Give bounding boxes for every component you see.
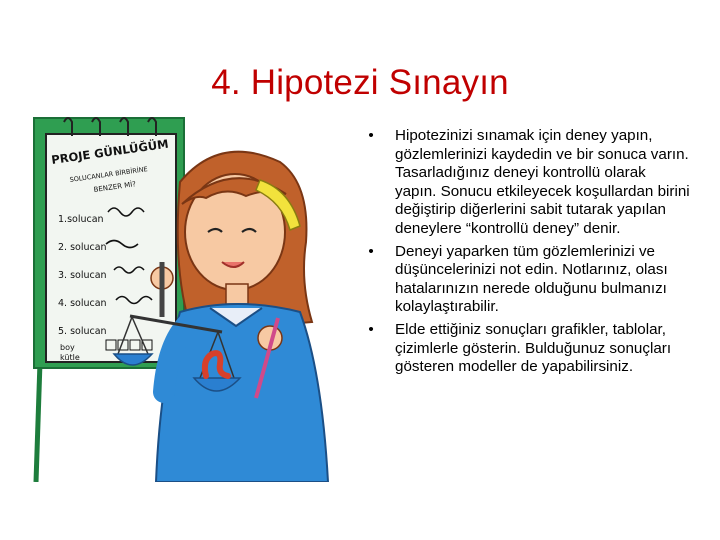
slide-title: 4. Hipotezi Sınayın bbox=[211, 63, 509, 103]
board-question-line1: SOLUCANLAR BİRBİRİNE bbox=[69, 165, 149, 184]
bullet-dot: • bbox=[368, 127, 374, 144]
board-question-line2: BENZER Mİ? bbox=[93, 180, 137, 194]
board-list-item: 3. solucan bbox=[58, 270, 107, 281]
board-list-item: 4. solucan bbox=[58, 298, 107, 309]
bullet-text: Elde ettiğiniz sonuçları grafikler, tablolar, çizimlerle gösterin. Bulduğunuz sonuçları gösteren modeller de yapabilirsiniz. bbox=[395, 320, 672, 376]
bullet-item bbox=[364, 321, 690, 377]
neck bbox=[226, 284, 248, 304]
student-illustration bbox=[30, 112, 336, 482]
bullet-dot: • bbox=[368, 320, 374, 338]
bullet-text: Hipotezinizi sınamak için deney yapın, gözlemlerinizi kaydedin ve bir sonuca varın. Tasarladığınız deneyi kontrollü olarak yapın. Sonucu etkileyecek koşullardan birini değiştirip diğerlerini sabit tutarak yapılan deneylere “kontrollü deney” denir. bbox=[395, 127, 690, 237]
board-boy-label: boy bbox=[60, 343, 75, 352]
board-list-item: 1.solucan bbox=[58, 214, 104, 225]
easel-leg bbox=[36, 362, 40, 482]
illustration-graphic bbox=[30, 112, 336, 482]
bullet-list bbox=[364, 127, 690, 381]
bullet-item bbox=[364, 127, 690, 239]
board-list-item: 5. solucan bbox=[58, 326, 107, 337]
board-title: PROJE GÜNLÜĞÜM bbox=[50, 136, 170, 167]
bullet-item bbox=[364, 243, 690, 317]
board-kutle-label: kütle bbox=[60, 353, 80, 362]
bullet-dot: • bbox=[368, 242, 374, 260]
bullet-text: Deneyi yaparken tüm gözlemlerinizi ve düşüncelerinizi not edin. Notlarınız, olası hatalarınızın nerede olduğunu bulmanızı kolaylaştırabilir. bbox=[395, 242, 668, 316]
board-list-item: 2. solucan bbox=[58, 242, 107, 253]
